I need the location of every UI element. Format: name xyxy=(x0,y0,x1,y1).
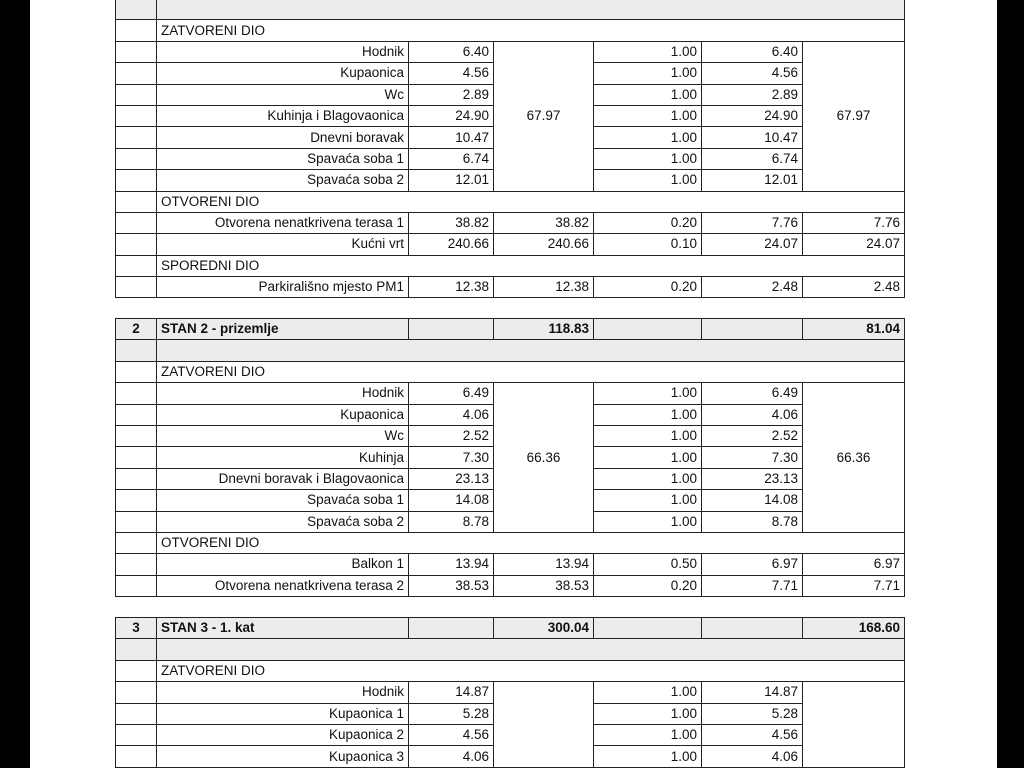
unit-total-area: 118.83 xyxy=(494,319,594,340)
calc-area: 7.30 xyxy=(702,447,803,468)
unit-total-area: 300.04 xyxy=(494,618,594,639)
room-area: 12.38 xyxy=(409,277,494,298)
room-area: 4.56 xyxy=(409,724,494,745)
calc-area: 14.87 xyxy=(702,682,803,703)
coefficient: 1.00 xyxy=(594,127,702,148)
coefficient: 1.00 xyxy=(594,468,702,489)
room-name: Kupaonica 2 xyxy=(157,724,409,745)
room-name: Dnevni boravak xyxy=(157,127,409,148)
room-name: Otvorena nenatkrivena terasa 1 xyxy=(157,212,409,233)
section-header: SPOREDNI DIO xyxy=(157,255,905,276)
room-area: 13.94 xyxy=(409,554,494,575)
subtotal-calc: 67.97 xyxy=(803,41,905,191)
room-name: Balkon 1 xyxy=(157,554,409,575)
section-header-row xyxy=(116,532,905,553)
calc-total: 6.97 xyxy=(803,554,905,575)
coefficient: 1.00 xyxy=(594,511,702,532)
calc-area: 2.89 xyxy=(702,84,803,105)
table-row xyxy=(116,212,905,233)
table-row xyxy=(116,277,905,298)
section-header-row xyxy=(116,255,905,276)
gray-spacer-row xyxy=(116,340,905,361)
room-area: 14.08 xyxy=(409,490,494,511)
coefficient: 1.00 xyxy=(594,490,702,511)
section-header-row xyxy=(116,660,905,681)
coefficient: 1.00 xyxy=(594,63,702,84)
calc-area: 14.08 xyxy=(702,490,803,511)
unit-number: 3 xyxy=(116,618,157,639)
subtotal-area: 66.36 xyxy=(494,383,594,533)
room-area: 12.01 xyxy=(409,170,494,191)
subtotal-area: 67.97 xyxy=(494,41,594,191)
room-area: 2.89 xyxy=(409,84,494,105)
calc-area: 6.49 xyxy=(702,383,803,404)
room-area: 8.78 xyxy=(409,511,494,532)
calc-area: 7.71 xyxy=(702,575,803,596)
unit-total-calc: 81.04 xyxy=(803,319,905,340)
calc-area: 4.56 xyxy=(702,63,803,84)
section-header-row xyxy=(116,20,905,41)
room-name: Hodnik xyxy=(157,41,409,62)
room-name: Hodnik xyxy=(157,682,409,703)
room-area: 4.06 xyxy=(409,404,494,425)
room-total: 38.53 xyxy=(494,575,594,596)
calc-area: 4.56 xyxy=(702,724,803,745)
room-area: 4.06 xyxy=(409,746,494,767)
room-name: Kućni vrt xyxy=(157,234,409,255)
section-header-row xyxy=(116,191,905,212)
unit-number: 2 xyxy=(116,319,157,340)
room-area: 6.40 xyxy=(409,41,494,62)
room-name: Spavaća soba 1 xyxy=(157,148,409,169)
room-name: Kupaonica xyxy=(157,404,409,425)
calc-area: 8.78 xyxy=(702,511,803,532)
table-row xyxy=(116,234,905,255)
calc-area: 24.07 xyxy=(702,234,803,255)
room-name: Kupaonica 1 xyxy=(157,703,409,724)
table-stan2 xyxy=(115,318,905,597)
room-area: 5.28 xyxy=(409,703,494,724)
coefficient: 1.00 xyxy=(594,724,702,745)
unit-title: STAN 3 - 1. kat xyxy=(157,618,409,639)
calc-area: 2.48 xyxy=(702,277,803,298)
calc-area: 6.74 xyxy=(702,148,803,169)
coefficient: 0.20 xyxy=(594,277,702,298)
coefficient: 0.20 xyxy=(594,575,702,596)
room-name: Spavaća soba 2 xyxy=(157,511,409,532)
gray-spacer-row xyxy=(116,639,905,660)
coefficient: 1.00 xyxy=(594,105,702,126)
room-area: 6.49 xyxy=(409,383,494,404)
table-stan3 xyxy=(115,617,905,768)
coefficient: 1.00 xyxy=(594,41,702,62)
room-area: 23.13 xyxy=(409,468,494,489)
section-header: ZATVORENI DIO xyxy=(157,660,905,681)
room-area: 240.66 xyxy=(409,234,494,255)
calc-area: 6.40 xyxy=(702,41,803,62)
room-area: 14.87 xyxy=(409,682,494,703)
coefficient: 1.00 xyxy=(594,447,702,468)
section-header: OTVORENI DIO xyxy=(157,532,905,553)
room-area: 4.56 xyxy=(409,63,494,84)
room-name: Kuhinja xyxy=(157,447,409,468)
table-stan1-continued xyxy=(115,0,905,298)
section-header: ZATVORENI DIO xyxy=(157,20,905,41)
coefficient: 1.00 xyxy=(594,170,702,191)
room-name: Kupaonica xyxy=(157,63,409,84)
table-row xyxy=(116,554,905,575)
calc-area: 23.13 xyxy=(702,468,803,489)
table-row xyxy=(116,41,905,62)
subtotal-calc: 66.36 xyxy=(803,383,905,533)
calc-area: 2.52 xyxy=(702,425,803,446)
calc-total: 7.76 xyxy=(803,212,905,233)
calc-area: 24.90 xyxy=(702,105,803,126)
room-total: 13.94 xyxy=(494,554,594,575)
room-name: Dnevni boravak i Blagovaonica xyxy=(157,468,409,489)
unit-header-row xyxy=(116,618,905,639)
room-name: Spavaća soba 2 xyxy=(157,170,409,191)
calc-area: 4.06 xyxy=(702,404,803,425)
coefficient: 1.00 xyxy=(594,404,702,425)
room-name: Wc xyxy=(157,425,409,446)
coefficient: 1.00 xyxy=(594,84,702,105)
room-name: Otvorena nenatkrivena terasa 2 xyxy=(157,575,409,596)
unit-total-calc: 168.60 xyxy=(803,618,905,639)
section-header: ZATVORENI DIO xyxy=(157,361,905,382)
coefficient: 1.00 xyxy=(594,703,702,724)
room-area: 10.47 xyxy=(409,127,494,148)
room-total: 38.82 xyxy=(494,212,594,233)
table-row xyxy=(116,575,905,596)
coefficient: 1.00 xyxy=(594,746,702,767)
coefficient: 0.50 xyxy=(594,554,702,575)
room-total: 240.66 xyxy=(494,234,594,255)
unit-header-row xyxy=(116,319,905,340)
coefficient: 1.00 xyxy=(594,682,702,703)
section-header-row xyxy=(116,361,905,382)
room-name: Hodnik xyxy=(157,383,409,404)
room-area: 7.30 xyxy=(409,447,494,468)
table-row xyxy=(116,383,905,404)
room-area: 38.53 xyxy=(409,575,494,596)
calc-area: 5.28 xyxy=(702,703,803,724)
room-area: 38.82 xyxy=(409,212,494,233)
section-header: OTVORENI DIO xyxy=(157,191,905,212)
coefficient: 0.10 xyxy=(594,234,702,255)
calc-total: 2.48 xyxy=(803,277,905,298)
calc-area: 10.47 xyxy=(702,127,803,148)
table-row xyxy=(116,682,905,703)
calc-area: 4.06 xyxy=(702,746,803,767)
calc-area: 6.97 xyxy=(702,554,803,575)
calc-area: 7.76 xyxy=(702,212,803,233)
room-name: Spavaća soba 1 xyxy=(157,490,409,511)
coefficient: 0.20 xyxy=(594,212,702,233)
right-black-edge xyxy=(997,0,1024,768)
coefficient: 1.00 xyxy=(594,148,702,169)
room-area: 24.90 xyxy=(409,105,494,126)
gray-spacer-row xyxy=(116,0,905,20)
coefficient: 1.00 xyxy=(594,425,702,446)
room-total: 12.38 xyxy=(494,277,594,298)
room-name: Parkirališno mjesto PM1 xyxy=(157,277,409,298)
coefficient: 1.00 xyxy=(594,383,702,404)
room-name: Wc xyxy=(157,84,409,105)
unit-title: STAN 2 - prizemlje xyxy=(157,319,409,340)
left-black-edge xyxy=(0,0,30,768)
calc-total: 24.07 xyxy=(803,234,905,255)
room-name: Kupaonica 3 xyxy=(157,746,409,767)
calc-area: 12.01 xyxy=(702,170,803,191)
room-area: 2.52 xyxy=(409,425,494,446)
calc-total: 7.71 xyxy=(803,575,905,596)
room-name: Kuhinja i Blagovaonica xyxy=(157,105,409,126)
room-area: 6.74 xyxy=(409,148,494,169)
